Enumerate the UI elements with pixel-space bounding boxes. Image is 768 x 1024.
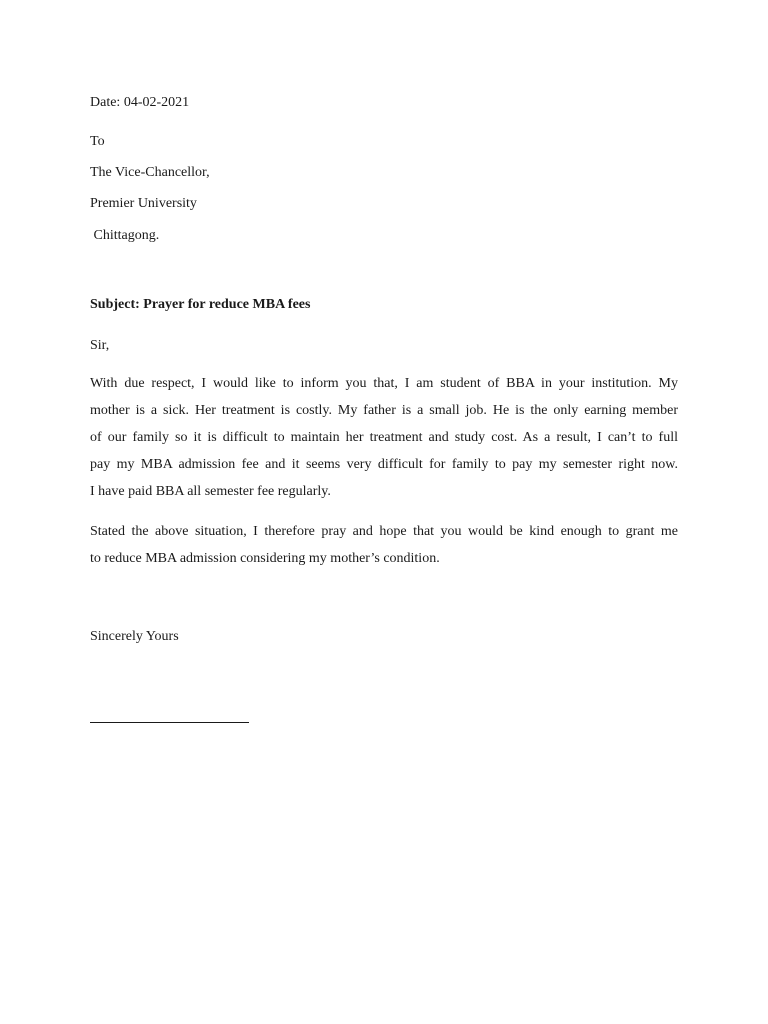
letter-date: Date: 04-02-2021 [90,95,190,110]
letter-to: To [90,134,105,149]
letter-closing: Sincerely Yours [90,629,179,644]
letter-recipient: The Vice-Chancellor, [90,165,210,180]
letter-institution: Premier University [90,196,197,211]
letter-city: Chittagong. [90,228,160,243]
paragraph-line: Stated the above situation, I therefore pray and hope that you would be kind enough to grant me [90,524,678,539]
paragraph-line: pay my MBA admission fee and it seems very difficult for family to pay my semester right now. [90,457,678,472]
paragraph-line: of our family so it is difficult to maintain her treatment and study cost. As a result, I can’t to full [90,430,678,445]
paragraph-line: I have paid BBA all semester fee regularly. [90,484,331,499]
letter-subject: Subject: Prayer for reduce MBA fees [90,297,311,312]
letter-body-paragraph-2 [90,518,678,572]
letter-body-paragraph-1 [90,370,678,505]
paragraph-line: to reduce MBA admission considering my mother’s condition. [90,551,440,566]
paragraph-line: mother is a sick. Her treatment is costly. My father is a small job. He is the only earning member [90,403,678,418]
signature-line [90,722,249,723]
paragraph-line: With due respect, I would like to inform you that, I am student of BBA in your institution. My [90,376,678,391]
letter-salutation: Sir, [90,338,110,353]
